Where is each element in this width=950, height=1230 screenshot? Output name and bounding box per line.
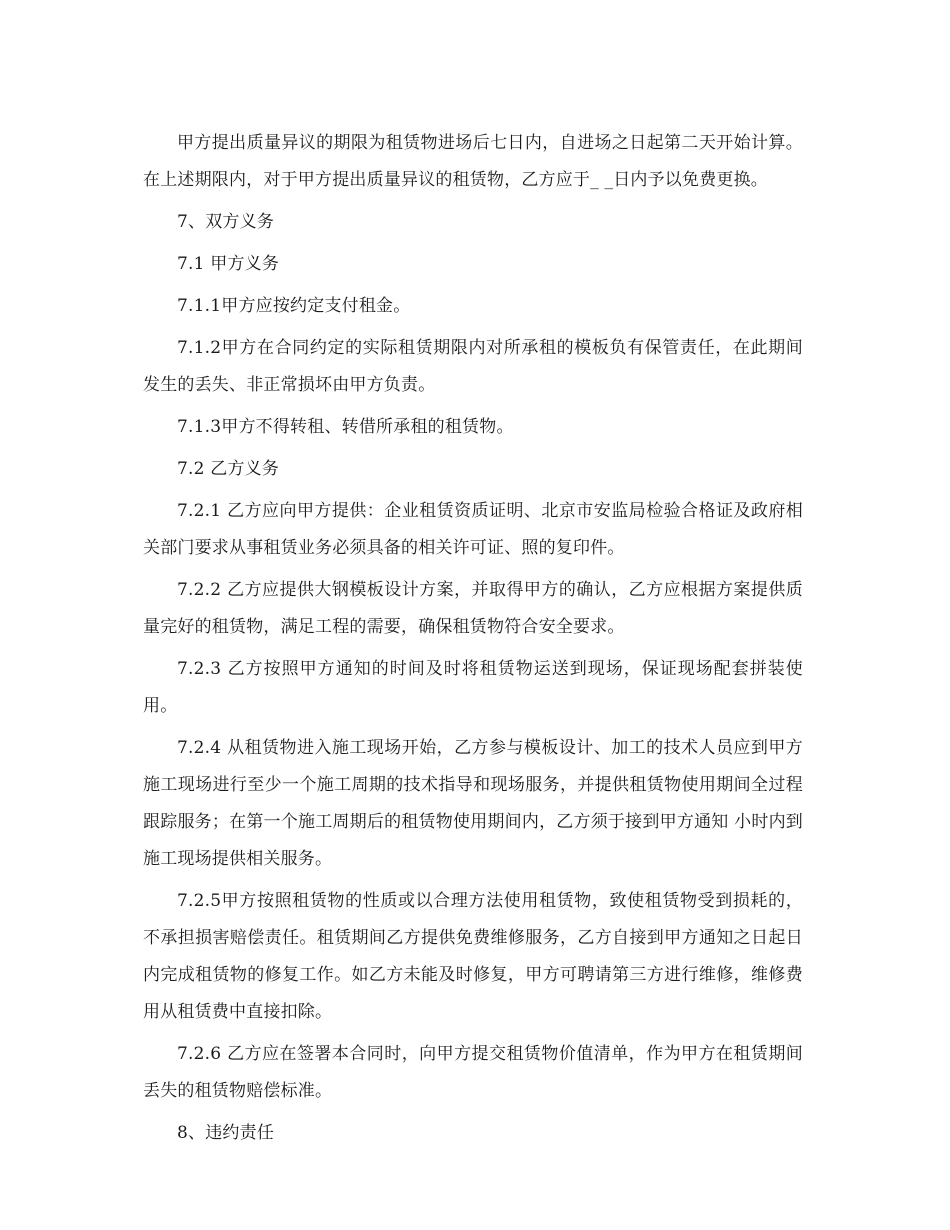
clause-7-1-2: 7.1.2甲方在合同约定的实际租赁期限内对所承租的模板负有保管责任，在此期间发生的丢失、非正常损坏由甲方负责。: [143, 338, 803, 395]
clause-7-2-5: 7.2.5甲方按照租赁物的性质或以合理方法使用租赁物，致使租赁物受到损耗的，不承担损害赔偿责任。租赁期间乙方提供免费维修服务，乙方自接到甲方通知之日起日内完成租赁物的修复工作。如乙方未能及时修复，甲方可聘请第三方进行维修，维修费用从租赁费中直接扣除。: [143, 891, 803, 1022]
clause-7-2-3: 7.2.3 乙方按照甲方通知的时间及时将租赁物运送到现场，保证现场配套拼装使用。: [143, 659, 803, 716]
paragraph-quality-objection: 甲方提出质量异议的期限为租赁物进场后七日内，自进场之日起第二天开始计算。在上述期限内，对于甲方提出质量异议的租赁物，乙方应于_ _日内予以免费更换。: [143, 133, 803, 190]
clause-7-1-3: 7.1.3甲方不得转租、转借所承租的租赁物。: [177, 417, 514, 437]
clause-7-1-1: 7.1.1甲方应按约定支付租金。: [177, 296, 411, 316]
clause-7-2-1: 7.2.1 乙方应向甲方提供：企业租赁资质证明、北京市安监局检验合格证及政府相关部门要求从事租赁业务必须具备的相关许可证、照的复印件。: [143, 501, 803, 558]
heading-section-7-2: 7.2 乙方义务: [177, 459, 280, 479]
clause-7-2-6: 7.2.6 乙方应在签署本合同时，向甲方提交租赁物价值清单，作为甲方在租赁期间丢失的租赁物赔偿标准。: [143, 1044, 803, 1101]
document-page: [143, 125, 803, 1157]
clause-7-2-2: 7.2.2 乙方应提供大钢模板设计方案，并取得甲方的确认，乙方应根据方案提供质量完好的租赁物，满足工程的需要，确保租赁物符合安全要求。: [143, 580, 803, 637]
clause-7-2-4: 7.2.4 从租赁物进入施工现场开始，乙方参与模板设计、加工的技术人员应到甲方施工现场进行至少一个施工周期的技术指导和现场服务，并提供租赁物使用期间全过程跟踪服务；在第一个施工周期后的租赁物使用期间内，乙方须于接到甲方通知 小时内到施工现场提供相关服务。: [143, 738, 803, 869]
heading-section-7: 7、双方义务: [177, 212, 275, 232]
heading-section-8: 8、违约责任: [177, 1123, 275, 1143]
heading-section-7-1: 7.1 甲方义务: [177, 254, 280, 274]
